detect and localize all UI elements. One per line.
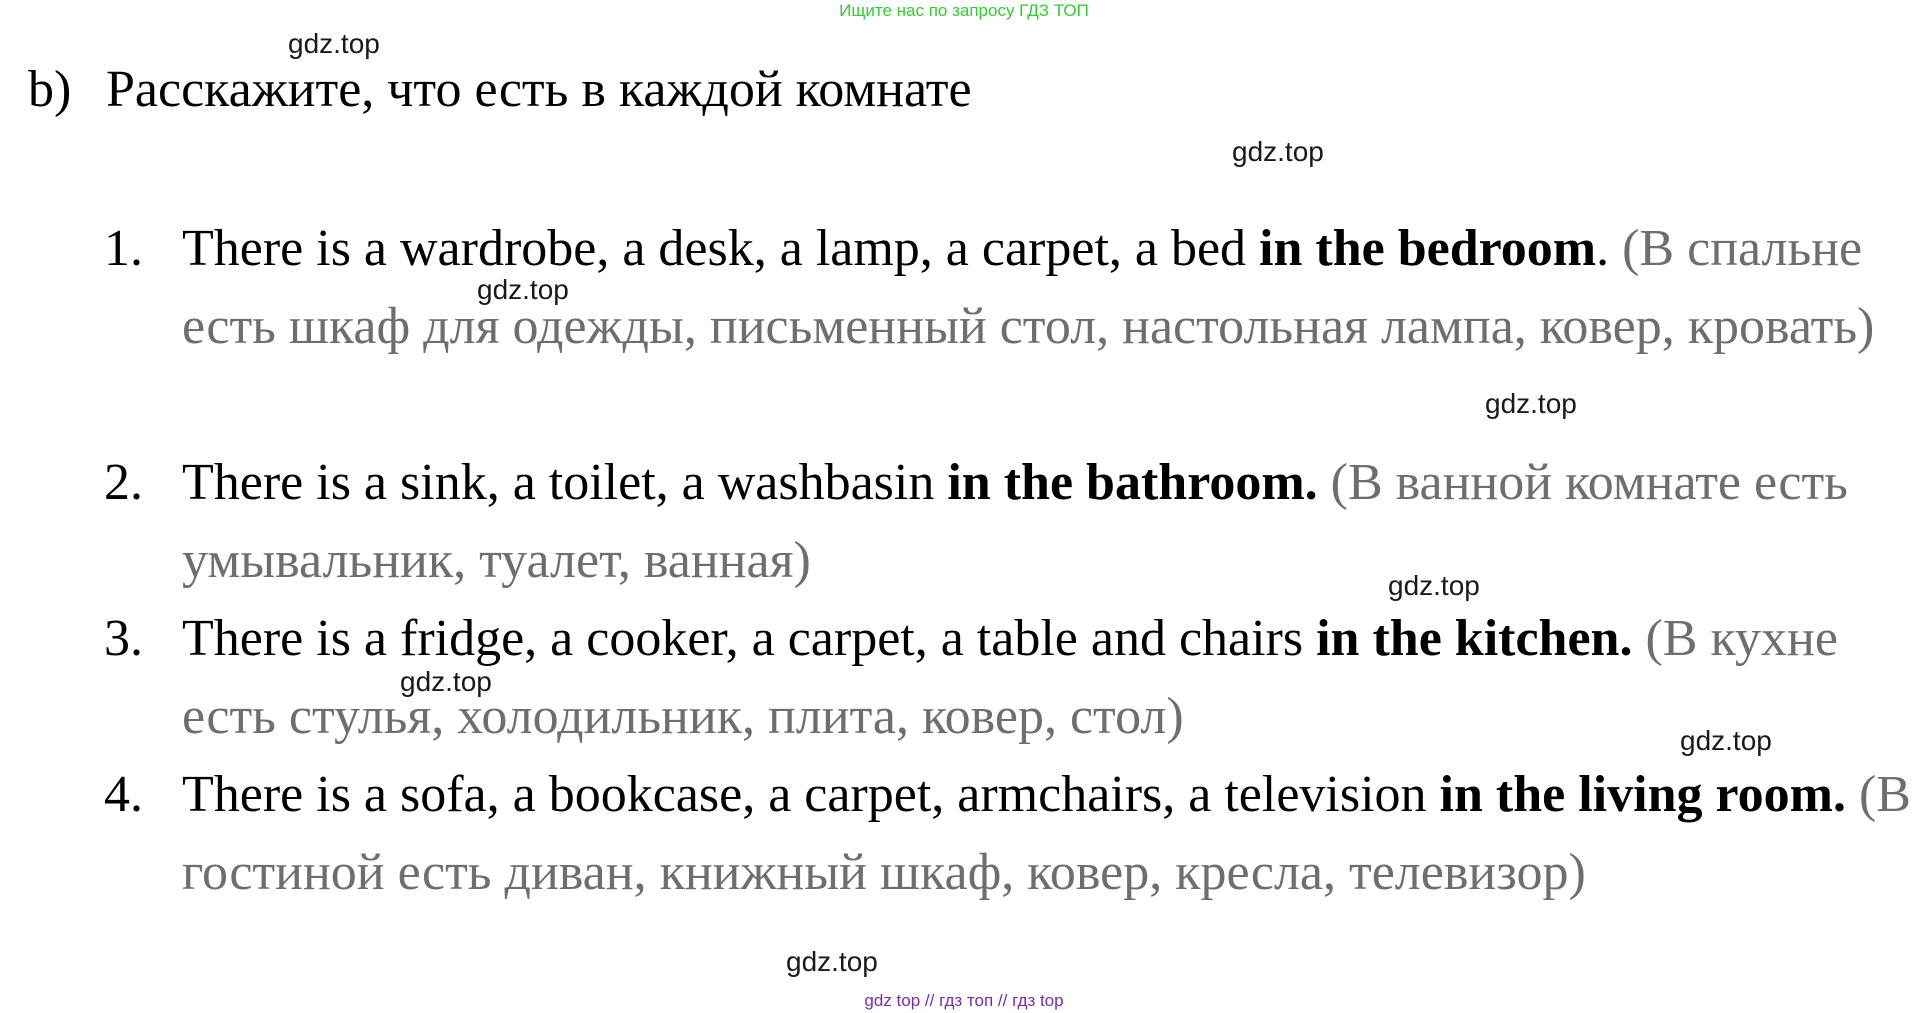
list-item	[104, 756, 1924, 912]
watermark: gdz.top	[1388, 570, 1480, 601]
list-item	[104, 210, 1924, 366]
top-banner: Ищите нас по запросу ГДЗ ТОП	[839, 1, 1089, 20]
sentence-tail	[1632, 610, 1645, 667]
room-phrase: in the kitchen.	[1316, 610, 1633, 667]
item-number: 3.	[104, 610, 143, 667]
russian-translation: (В кухне есть стулья, холодильник, плита, ковер, стол)	[182, 610, 1838, 745]
list-item	[104, 444, 1924, 600]
sentence-tail	[1318, 454, 1331, 511]
bottom-banner: gdz top // гдз топ // гдз top	[864, 991, 1064, 1010]
watermark: gdz.top	[1232, 136, 1324, 167]
item-number: 4.	[104, 766, 143, 823]
watermark: gdz.top	[1680, 725, 1772, 756]
item-number: 2.	[104, 454, 143, 511]
russian-translation: (В ванной комнате есть умывальник, туалет, ванная)	[182, 454, 1848, 589]
watermark: gdz.top	[400, 666, 492, 697]
english-sentence: There is a sink, a toilet, a washbasin	[182, 454, 948, 511]
russian-translation: (В гостиной есть диван, книжный шкаф, ковер, кресла, телевизор)	[182, 766, 1911, 901]
english-sentence: There is a wardrobe, a desk, a lamp, a carpet, a bed	[182, 220, 1260, 277]
sentence-tail: .	[1596, 220, 1623, 277]
task-heading	[28, 58, 972, 122]
watermark: gdz.top	[786, 946, 878, 977]
task-title: Расскажите, что есть в каждой комнате	[106, 61, 972, 118]
watermark: gdz.top	[1485, 388, 1577, 419]
task-marker: b)	[28, 61, 72, 118]
item-number: 1.	[104, 220, 143, 277]
russian-translation: (В спальне есть шкаф для одежды, письменный стол, настольная лампа, ковер, кровать)	[182, 220, 1875, 355]
watermark: gdz.top	[477, 274, 569, 305]
room-phrase: in the living room.	[1439, 766, 1846, 823]
room-phrase: in the bedroom	[1259, 220, 1597, 277]
room-phrase: in the bathroom.	[947, 454, 1318, 511]
english-sentence: There is a sofa, a bookcase, a carpet, armchairs, a television	[182, 766, 1440, 823]
list-item	[104, 600, 1924, 756]
english-sentence: There is a fridge, a cooker, a carpet, a table and chairs	[182, 610, 1317, 667]
watermark: gdz.top	[288, 28, 380, 59]
sentence-tail	[1846, 766, 1859, 823]
